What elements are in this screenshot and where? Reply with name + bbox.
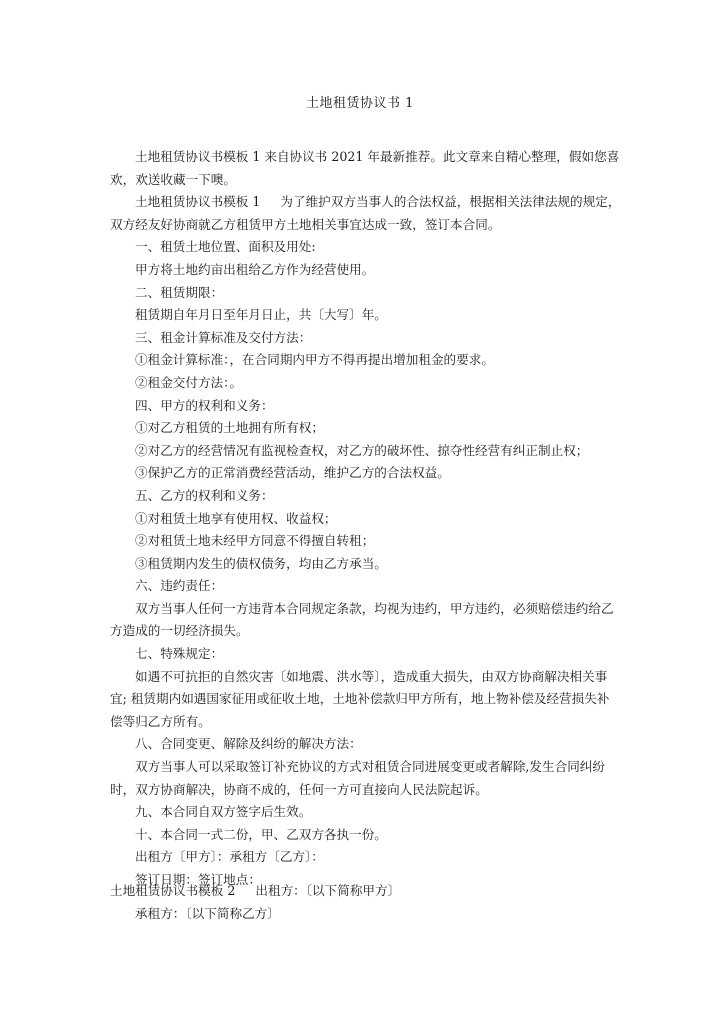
clause: ①对租赁土地享有使用权、收益权； [135,510,337,526]
clause: ①租金计算标准：，在合同期内甲方不得再提出增加租金的要求。 [135,352,494,368]
paragraph: 偿等归乙方所有。 [110,713,211,729]
template1-heading: 土地租赁协议书模板 1 [135,194,261,210]
section-heading: 一、租赁土地位置、面积及用处: [135,239,316,255]
template1-line [110,191,621,214]
template1-line: 双方经友好协商就乙方租赁甲方土地相关事宜达成一致，签订本合同。 [110,216,501,232]
template2-lessee: 承租方：〔以下简称乙方〕 [135,905,280,921]
clause: ①对乙方租赁的土地拥有所有权； [135,420,324,436]
paragraph: 租赁期自年月日至年月日止，共〔大写〕年。 [135,307,387,323]
template2-lessor: 出租方：〔以下简称甲方〕 [255,883,401,898]
section-heading: 八、合同变更、解除及纠纷的解决方法： [135,736,362,752]
section-heading: 三、租金计算标准及交付方法： [135,329,312,345]
section-heading: 四、甲方的权利和义务： [135,397,274,413]
document-title: 土地租赁协议书 1 [306,96,414,111]
template1-preamble: 为了维护双方当事人的合法权益，根据相关法律法规的规定， [280,194,621,210]
clause: ③保护乙方的正常消费经营活动，维护乙方的合法权益。 [135,465,450,481]
clause: ②对租赁土地未经甲方同意不得擅自转租； [135,533,375,549]
section-heading: 六、违约责任： [135,578,224,594]
section-heading: 七、特殊规定： [135,646,224,662]
clause: ②对乙方的经营情况有监视检查权，对乙方的破坏性、掠夺性经营有纠正制止权； [135,442,589,458]
paragraph: 甲方将土地约亩出租给乙方作为经营使用。 [135,261,375,277]
signature-line: 出租方〔甲方〕：承租方〔乙方〕： [135,849,324,865]
intro-line: 土地租赁协议书模板 1 来自协议书 2021 年最新推荐。此文章来自精心整理，假如您喜 [135,149,620,164]
section-heading: 五、乙方的权利和义务： [135,487,274,503]
section-heading: 二、租赁期限： [135,284,224,300]
intro-line: 欢，欢送收藏一下噢。 [110,171,236,187]
signature-line: 签订日期：签订地点： [135,872,261,887]
section-heading: 九、本合同自双方签字后生效。 [135,804,312,820]
paragraph: 双方当事人任何一方违背本合同规定条款，均视为违约，甲方违约，必须赔偿违约给乙 [135,600,614,616]
paragraph: 宜; 租赁期内如遇国家征用或征收土地，土地补偿款归甲方所有，地上物补偿及经营损失补 [110,691,610,707]
clause: ③租赁期内发生的债权债务，均由乙方承当。 [135,555,387,571]
template2-section [110,880,630,925]
paragraph: 方造成的一切经济损失。 [110,623,249,639]
clause: ②租金交付方法：。 [135,374,243,390]
document-body [110,146,621,892]
template2-line [110,880,630,903]
paragraph: 时，双方协商解决，协商不成的，任何一方可直接向人民法院起诉。 [110,781,488,797]
section-heading: 十、本合同一式二份，甲、乙双方各执一份。 [135,826,387,842]
paragraph: 双方当事人可以采取签订补充协议的方式对租赁合同进展变更或者解除,发生合同纠纷 [135,759,605,775]
paragraph: 如遇不可抗拒的自然灾害〔如地震、洪水等〕，造成重大损失，由双方协商解决相关事 [135,668,608,684]
template2-heading: 土地租赁协议书模板 2 [110,883,236,898]
